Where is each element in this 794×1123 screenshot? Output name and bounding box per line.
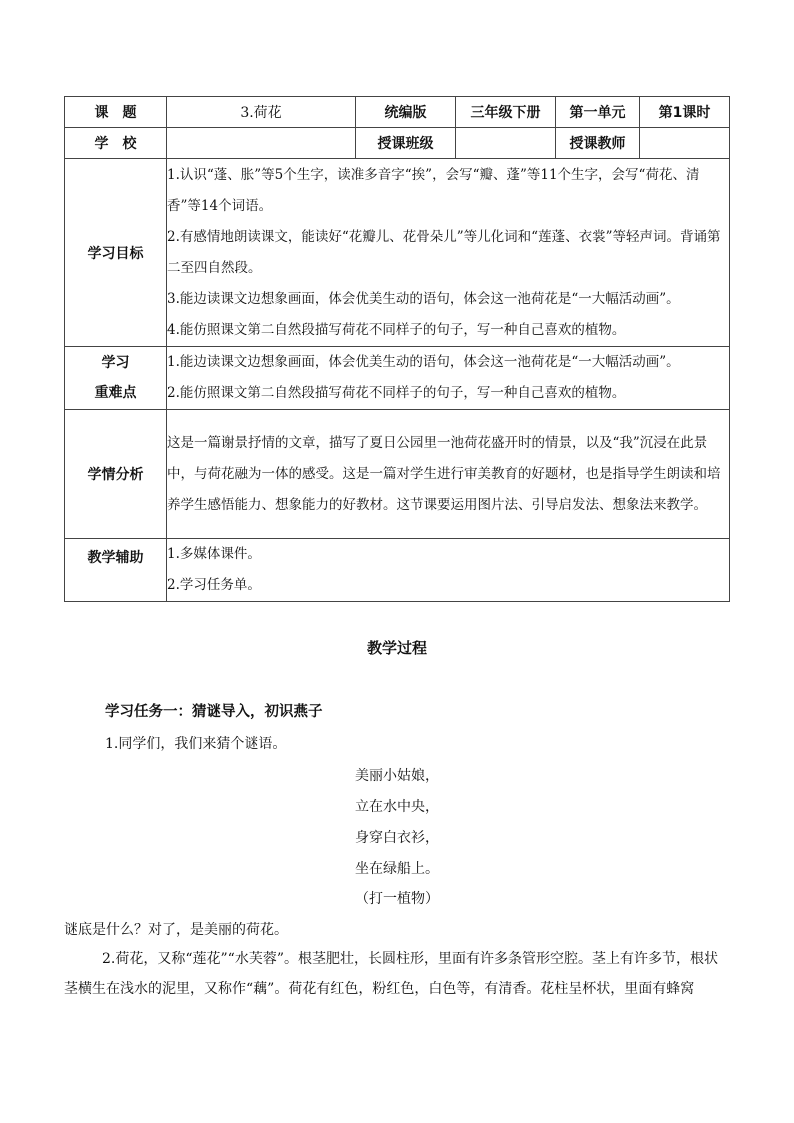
objectives-content — [167, 159, 730, 347]
objective-item: 3.能边读课文边想象画面，体会优美生动的语句，体会这一池荷花是“一大幅活动画”。 — [167, 290, 680, 307]
edition-cell: 统编版 — [356, 97, 456, 128]
riddle-line: 身穿白衣衫， — [355, 830, 439, 846]
objective-item: 1.认识“蓬、胀”等5个生字，读准多音字“挨”，会写“瓣、蓬”等11个生字，会写“荷花、清香”等14个词语。 — [167, 166, 700, 214]
aids-content — [167, 539, 730, 602]
process-title: 教学过程 — [366, 639, 427, 657]
course-label: 课 题 — [65, 97, 167, 128]
objective-item: 4.能仿照课文第二自然段描写荷花不同样子的句子，写一种自己喜欢的植物。 — [167, 321, 626, 338]
analysis-label: 学情分析 — [65, 410, 167, 539]
objectives-label: 学习目标 — [65, 159, 167, 347]
lesson-title: 3.荷花 — [167, 97, 356, 128]
grade-cell: 三年级下册 — [456, 97, 556, 128]
school-value — [167, 128, 356, 159]
period-cell: 第1课时 — [640, 97, 730, 128]
step2-paragraph: 2.荷花，又称“莲花”“水芙蓉”。根茎肥壮，长圆柱形，里面有许多条管形空腔。茎上有许多节，根状茎横生在浅水的泥里，又称作“藕”。荷花有红色，粉红色，白色等，有清香。花柱呈杯状，里面有蜂窝 — [64, 951, 718, 997]
difficulties-content — [167, 347, 730, 410]
class-value — [456, 128, 556, 159]
riddle-line: 美丽小姑娘， — [355, 768, 439, 784]
teacher-value — [640, 128, 730, 159]
teacher-label: 授课教师 — [556, 128, 640, 159]
task1-title: 学习任务一：猜谜导入，初识燕子 — [105, 704, 323, 720]
riddle-answer: 谜底是什么？对了，是美丽的荷花。 — [64, 922, 288, 938]
riddle-line: 立在水中央， — [355, 799, 439, 815]
step1-text: 1.同学们，我们来猜个谜语。 — [105, 736, 287, 752]
objective-item: 2.有感情地朗读课文，能读好“花瓣儿、花骨朵儿”等儿化词和“莲蓬、衣裳”等轻声词。背诵第二至四自然段。 — [167, 228, 721, 276]
difficulty-item: 2.能仿照课文第二自然段描写荷花不同样子的句子，写一种自己喜欢的植物。 — [167, 385, 626, 401]
unit-cell: 第一单元 — [556, 97, 640, 128]
difficulty-item: 1.能边读课文边想象画面，体会优美生动的语句，体会这一池荷花是“一大幅活动画”。 — [167, 354, 680, 370]
difficulties-label-line1: 学习 — [101, 355, 130, 371]
class-label: 授课班级 — [356, 128, 456, 159]
riddle-hint: （打一植物） — [355, 891, 439, 907]
riddle-line: 坐在绿船上。 — [355, 861, 439, 877]
analysis-text: 这是一篇谢景抒情的文章，描写了夏日公园里一池荷花盛开时的情景，以及“我”沉浸在此景中，与荷花融为一体的感受。这是一篇对学生进行审美教育的好题材，也是指导学生朗读和培养学生感悟能力、想象能力的好教材。这节课要运用图片法、引导启发法、想象法来教学。 — [167, 434, 721, 513]
school-label: 学 校 — [65, 128, 167, 159]
aid-item: 2.学习任务单。 — [167, 577, 261, 593]
aids-label: 教学辅助 — [65, 539, 167, 602]
lesson-info-table — [64, 96, 730, 602]
difficulties-label-line2: 重难点 — [94, 385, 137, 401]
analysis-content — [167, 410, 730, 539]
aid-item: 1.多媒体课件。 — [167, 546, 261, 562]
difficulties-label — [65, 347, 167, 410]
